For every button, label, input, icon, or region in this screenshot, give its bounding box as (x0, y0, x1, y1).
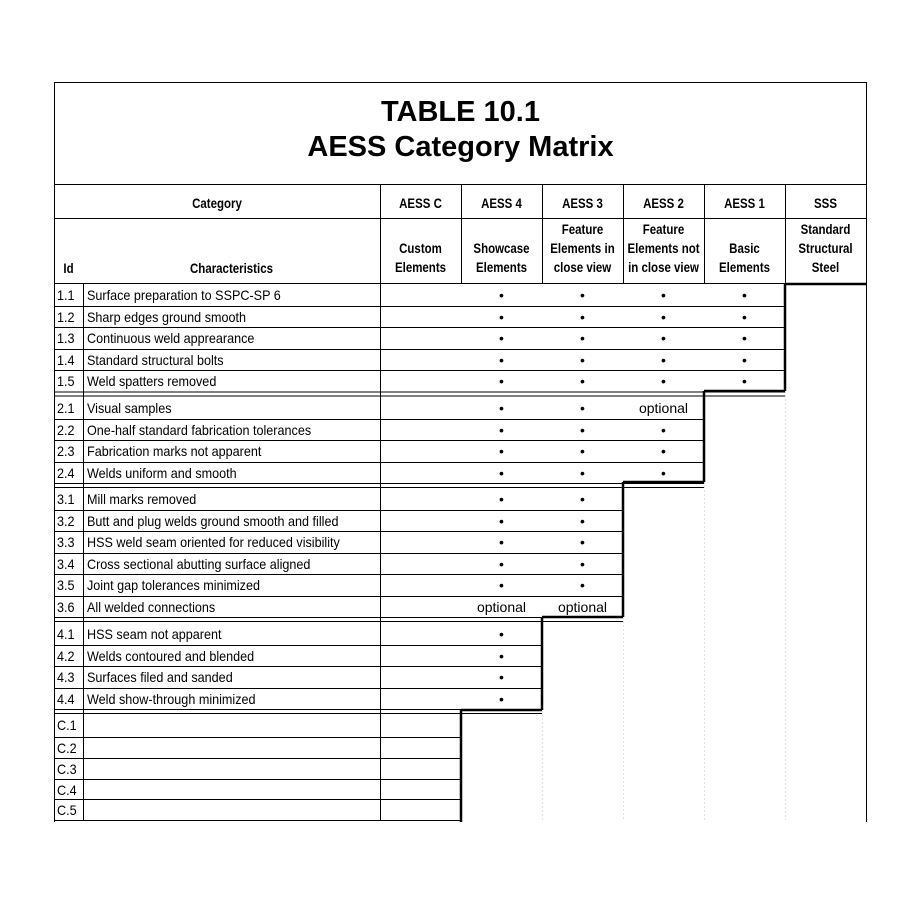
column-desc-5: Basic Elements (718, 240, 771, 275)
bullet-mark: • (661, 421, 666, 438)
row-id: C.3 (57, 761, 77, 777)
column-code-6: SSS (814, 195, 837, 211)
row-id: 1.4 (57, 351, 75, 368)
row-characteristic: Welds uniform and smooth (87, 464, 237, 481)
row-characteristic: One-half standard fabrication tolerances (87, 421, 312, 438)
bullet-mark: • (580, 373, 585, 389)
column-code-3: AESS 3 (562, 195, 603, 211)
characteristics-header: Characteristics (190, 260, 273, 276)
row-characteristic: Surface preparation to SSPC-SP 6 (87, 287, 281, 303)
row-id: C.2 (57, 740, 77, 756)
bullet-mark: • (580, 330, 585, 346)
bullet-mark: • (580, 443, 585, 459)
column-desc-1: Custom Elements (394, 240, 447, 275)
row-id: 4.3 (57, 669, 75, 685)
bullet-mark: • (661, 373, 666, 389)
row-id: 2.2 (57, 421, 75, 438)
bullet-mark: • (661, 287, 666, 303)
column-code-2: AESS 4 (481, 195, 522, 211)
column-desc-2: Showcase Elements (473, 240, 530, 275)
row-id: 3.1 (57, 491, 75, 507)
bullet-mark: • (661, 464, 666, 481)
row-id: 1.2 (57, 308, 75, 325)
table-heading: AESS Category Matrix (307, 131, 614, 163)
bullet-mark: • (661, 351, 666, 368)
bullet-mark: • (742, 330, 747, 346)
bullet-mark: • (580, 400, 585, 416)
bullet-mark: • (580, 534, 585, 550)
optional-mark: optional (476, 598, 527, 615)
row-characteristic: Weld show-through minimized (87, 690, 256, 707)
row-characteristic: HSS weld seam oriented for reduced visibility (87, 534, 340, 550)
row-characteristic: Mill marks removed (87, 491, 197, 507)
row-id: 4.1 (57, 626, 75, 642)
bullet-mark: • (499, 421, 504, 438)
row-id: 1.3 (57, 330, 75, 346)
row-characteristic: All welded connections (87, 598, 216, 615)
row-characteristic: Welds contoured and blended (87, 647, 255, 664)
bullet-mark: • (499, 330, 504, 346)
row-id: 2.4 (57, 464, 75, 481)
column-desc-4: Feature Elements not in close view (627, 220, 700, 275)
row-characteristic: Sharp edges ground smooth (87, 308, 247, 325)
row-characteristic: Cross sectional abutting surface aligned (87, 555, 311, 572)
row-id: 2.3 (57, 443, 75, 459)
bullet-mark: • (499, 555, 504, 572)
bullet-mark: • (661, 443, 666, 459)
row-characteristic: HSS seam not apparent (87, 626, 222, 642)
bullet-mark: • (499, 400, 504, 416)
optional-mark: optional (557, 598, 608, 615)
bullet-mark: • (499, 669, 504, 685)
bullet-mark: • (499, 626, 504, 642)
row-id: 3.6 (57, 598, 75, 615)
bullet-mark: • (499, 577, 504, 593)
bullet-mark: • (742, 287, 747, 303)
row-id: C.1 (57, 717, 77, 733)
column-code-4: AESS 2 (643, 195, 684, 211)
category-header: Category (192, 195, 242, 211)
row-id: 1.1 (57, 287, 75, 303)
bullet-mark: • (499, 443, 504, 459)
row-characteristic: Butt and plug welds ground smooth and filled (87, 512, 339, 529)
bullet-mark: • (499, 534, 504, 550)
bullet-mark: • (580, 577, 585, 593)
column-code-5: AESS 1 (724, 195, 765, 211)
bullet-mark: • (499, 308, 504, 325)
bullet-mark: • (580, 464, 585, 481)
table-number: TABLE 10.1 (380, 96, 540, 128)
bullet-mark: • (742, 308, 747, 325)
row-id: 3.4 (57, 555, 75, 572)
row-id: 3.3 (57, 534, 75, 550)
bullet-mark: • (499, 287, 504, 303)
row-characteristic: Continuous weld apprearance (87, 330, 255, 346)
row-characteristic: Standard structural bolts (87, 351, 224, 368)
row-characteristic: Joint gap tolerances minimized (87, 577, 260, 593)
row-id: 4.2 (57, 647, 75, 664)
row-id: 3.5 (57, 577, 75, 593)
row-characteristic: Fabrication marks not apparent (87, 443, 262, 459)
bullet-mark: • (580, 421, 585, 438)
bullet-mark: • (499, 373, 504, 389)
bullet-mark: • (580, 287, 585, 303)
row-characteristic: Visual samples (87, 400, 172, 416)
row-characteristic: Surfaces filed and sanded (87, 669, 233, 685)
bullet-mark: • (661, 308, 666, 325)
bullet-mark: • (742, 373, 747, 389)
bullet-mark: • (499, 512, 504, 529)
optional-mark: optional (638, 400, 689, 416)
bullet-mark: • (499, 491, 504, 507)
bullet-mark: • (499, 351, 504, 368)
id-header: Id (63, 260, 74, 276)
bullet-mark: • (499, 647, 504, 664)
bullet-mark: • (580, 555, 585, 572)
bullet-mark: • (499, 464, 504, 481)
bullet-mark: • (580, 308, 585, 325)
bullet-mark: • (580, 512, 585, 529)
row-id: 4.4 (57, 690, 75, 707)
row-id: C.5 (57, 802, 77, 818)
bullet-mark: • (742, 351, 747, 368)
row-id: 2.1 (57, 400, 75, 416)
column-code-1: AESS C (399, 195, 442, 211)
column-desc-6: Standard Structural Steel (798, 220, 853, 275)
row-id: 1.5 (57, 373, 75, 389)
bullet-mark: • (580, 351, 585, 368)
bullet-mark: • (661, 330, 666, 346)
row-id: 3.2 (57, 512, 75, 529)
column-desc-3: Feature Elements in close view (550, 220, 615, 275)
bullet-mark: • (499, 690, 504, 707)
row-characteristic: Weld spatters removed (87, 373, 217, 389)
bullet-mark: • (580, 491, 585, 507)
row-id: C.4 (57, 782, 77, 798)
